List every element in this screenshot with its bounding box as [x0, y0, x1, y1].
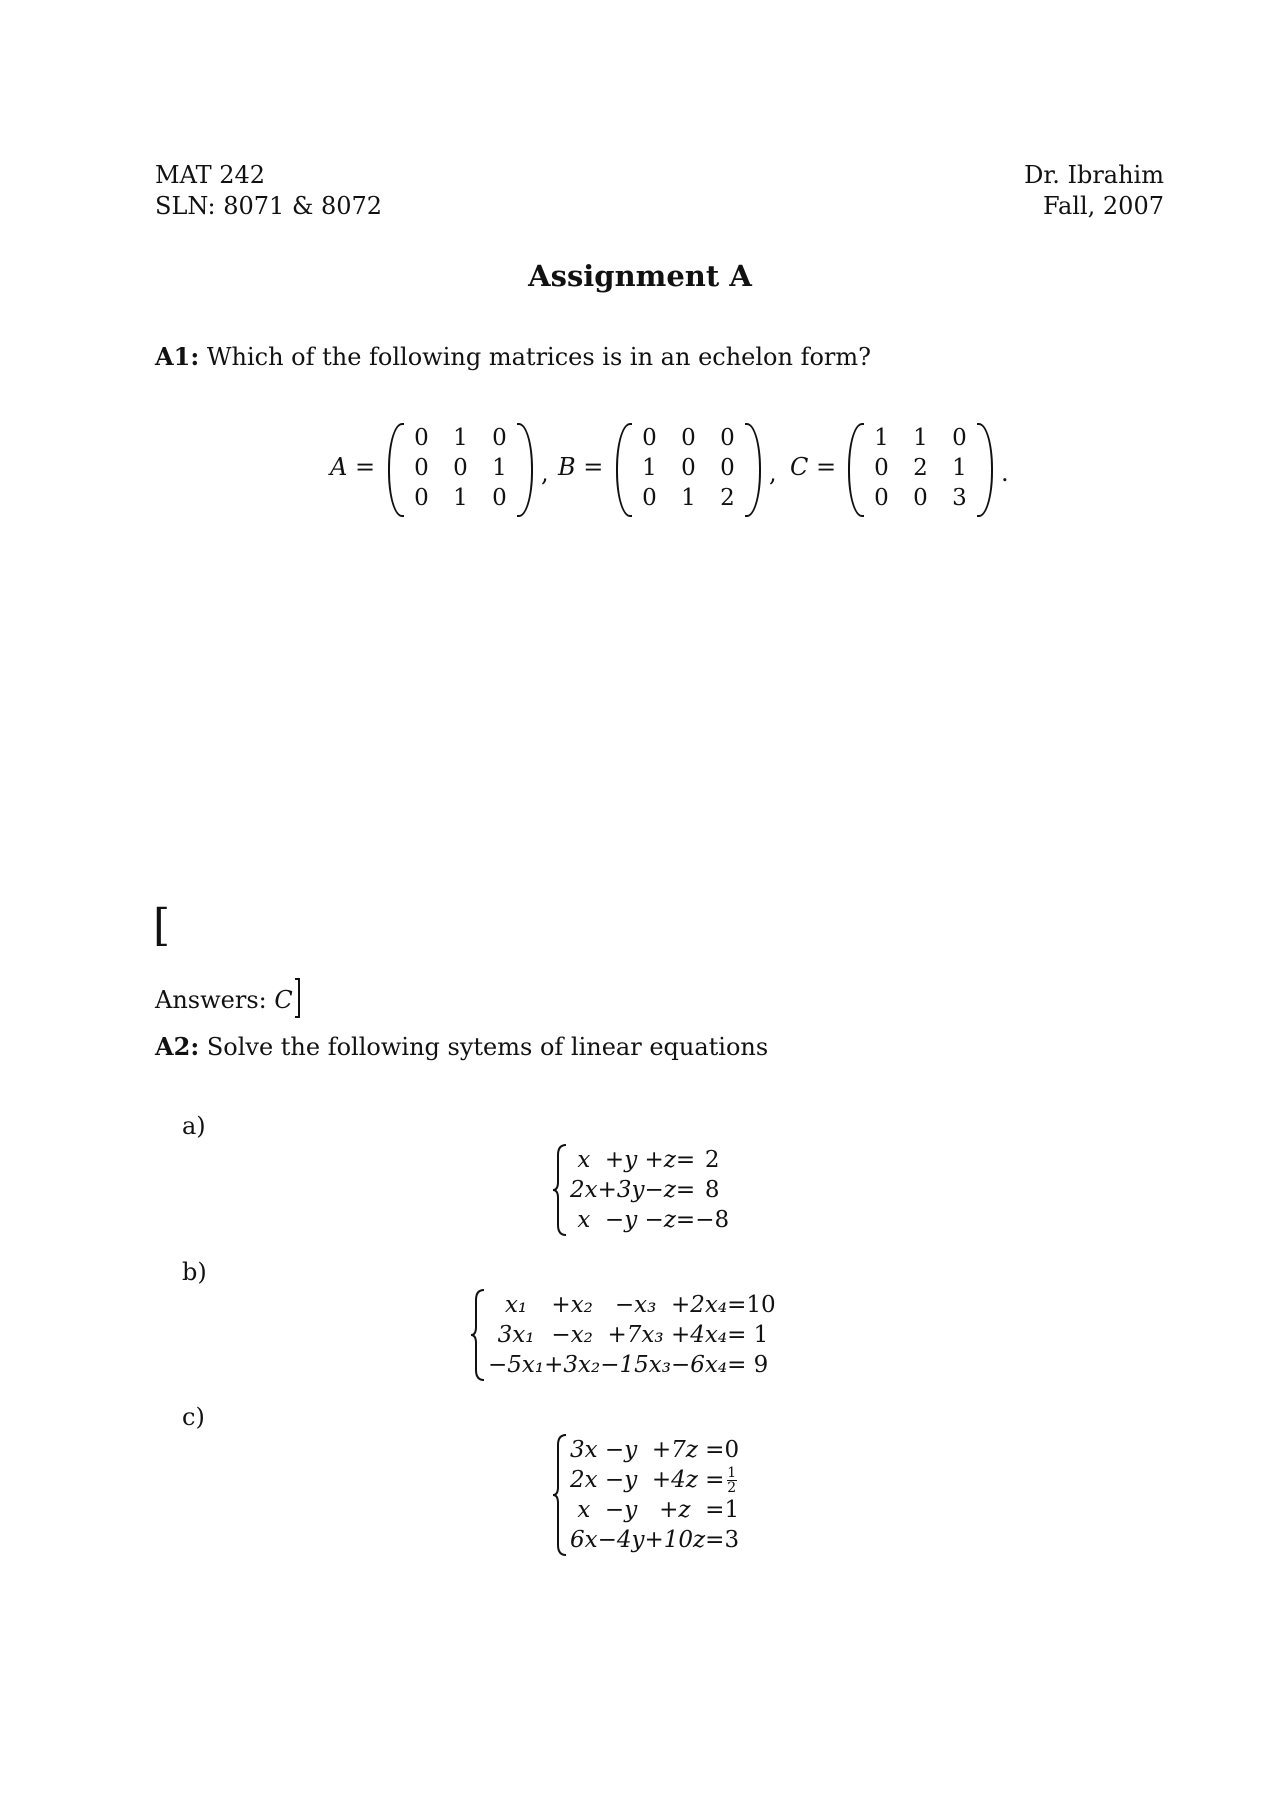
- equals-sign: =: [705, 1467, 725, 1493]
- term: 2x: [570, 1467, 598, 1493]
- question-a1: [155, 342, 871, 371]
- part-label-1: b): [182, 1258, 207, 1286]
- matrix-cell: 0: [913, 485, 928, 511]
- matrix-cell: 1: [492, 455, 507, 481]
- right-paren: [745, 423, 761, 517]
- brace-icon: [552, 1143, 568, 1237]
- matrix-cell: 0: [642, 485, 657, 511]
- matrix-punct: .: [1001, 459, 1009, 487]
- part-label-2: c): [182, 1403, 205, 1431]
- term: +4z: [651, 1467, 698, 1493]
- matrix-punct: ,: [541, 459, 549, 487]
- term: −15x₃: [600, 1352, 671, 1378]
- term: 3x₁: [497, 1322, 535, 1348]
- matrix-cell: 2: [913, 455, 928, 481]
- question-a1-text: Which of the following matrices is in an echelon form?: [206, 343, 872, 371]
- term: +4x₄: [670, 1322, 728, 1348]
- equals-sign: =: [727, 1352, 747, 1378]
- matrix-cell: 1: [642, 455, 657, 481]
- sln-numbers: SLN: 8071 & 8072: [155, 192, 383, 220]
- matrix-cell: 0: [681, 455, 696, 481]
- term: +7z: [651, 1437, 698, 1463]
- answer-close-bracket: [295, 978, 300, 1018]
- matrix-1: [616, 423, 761, 513]
- term: Fall, 2007: [1042, 192, 1164, 220]
- term: −y: [604, 1437, 638, 1463]
- equals-sign: =: [675, 1147, 696, 1173]
- term: +x₂: [551, 1292, 593, 1318]
- rhs-value: 1: [753, 1322, 769, 1348]
- right-paren: [517, 423, 533, 517]
- term: +z: [644, 1147, 676, 1173]
- matrix-cell: 1: [913, 425, 928, 451]
- rhs-value: 2: [704, 1147, 720, 1173]
- term: x: [577, 1207, 591, 1233]
- term: +3y: [597, 1177, 645, 1203]
- matrix-2: [848, 423, 993, 513]
- rhs-value: 3: [724, 1527, 740, 1553]
- term: −x₂: [551, 1322, 593, 1348]
- term: −z: [644, 1177, 676, 1203]
- equals-sign: =: [675, 1177, 696, 1203]
- question-a2-text: Solve the following sytems of linear equations: [206, 1033, 769, 1061]
- term: −y: [604, 1467, 638, 1493]
- term: −6x₄: [670, 1352, 728, 1378]
- term: 3x: [570, 1437, 598, 1463]
- answer-a1: [155, 978, 300, 1018]
- matrix-cell: 1: [952, 455, 967, 481]
- term: −y: [604, 1497, 638, 1523]
- matrix-0: [388, 423, 533, 513]
- matrix-cell: 1: [453, 485, 468, 511]
- rhs-value: 0: [724, 1437, 740, 1463]
- matrix-cell: 0: [492, 485, 507, 511]
- matrix-punct: ,: [769, 459, 777, 487]
- right-paren: [977, 423, 993, 517]
- question-a1-label: A1:: [155, 342, 200, 371]
- answer-open-bracket: [: [153, 900, 171, 951]
- term: 6x: [570, 1527, 598, 1553]
- instructor-name: Dr. Ibrahim: [1024, 161, 1164, 189]
- matrix-cell: 0: [414, 425, 429, 451]
- equals-sign: =: [705, 1497, 725, 1523]
- matrix-name-0: A =: [330, 453, 376, 481]
- matrix-cell: 0: [414, 455, 429, 481]
- matrix-cell: 0: [414, 485, 429, 511]
- matrix-cell: 1: [874, 425, 889, 451]
- term: 2x: [570, 1177, 598, 1203]
- term: x: [577, 1497, 591, 1523]
- answer-value: C: [274, 986, 293, 1014]
- matrix-cell: 0: [642, 425, 657, 451]
- equals-sign: =: [705, 1437, 725, 1463]
- matrix-cell: 1: [681, 485, 696, 511]
- page-title: Assignment A: [528, 259, 752, 293]
- matrix-cell: 0: [720, 455, 735, 481]
- matrix-cell: 0: [681, 425, 696, 451]
- equals-sign: =: [705, 1527, 725, 1553]
- rhs-value: −8: [695, 1207, 730, 1233]
- equals-sign: =: [675, 1207, 696, 1233]
- header-left: [155, 160, 382, 222]
- matrix-cell: 0: [492, 425, 507, 451]
- matrix-cell: 0: [952, 425, 967, 451]
- matrix-name-2: C =: [790, 453, 837, 481]
- term: −x₃: [614, 1292, 657, 1318]
- matrix-cell: 0: [720, 425, 735, 451]
- rhs-value: 1: [724, 1497, 740, 1523]
- rhs-value: 9: [753, 1352, 769, 1378]
- term: x: [577, 1147, 591, 1173]
- fraction: $\frac{1}{2}$: [727, 1464, 737, 1496]
- term: +2x₄: [670, 1292, 728, 1318]
- term: −5x₁: [488, 1352, 545, 1378]
- term: +7x₃: [607, 1322, 664, 1348]
- brace-icon: [470, 1288, 486, 1382]
- question-a2-label: A2:: [155, 1032, 200, 1061]
- matrix-cell: 1: [453, 425, 468, 451]
- rhs-value: [724, 1465, 739, 1495]
- equals-sign: =: [727, 1322, 747, 1348]
- term: −y: [604, 1207, 638, 1233]
- matrix-name-1: B =: [558, 453, 604, 481]
- term: −z: [644, 1207, 676, 1233]
- term: +z: [659, 1497, 691, 1523]
- course-code: MAT 242: [155, 161, 266, 189]
- matrix-cell: 0: [453, 455, 468, 481]
- term: x₁: [504, 1292, 528, 1318]
- term: −4y: [597, 1527, 645, 1553]
- equals-sign: =: [727, 1292, 747, 1318]
- term: +3x₂: [544, 1352, 601, 1378]
- term: +10z: [644, 1527, 706, 1553]
- matrix-cell: 0: [874, 485, 889, 511]
- matrix-cell: 2: [720, 485, 735, 511]
- brace-icon: [552, 1433, 568, 1557]
- header-right: [1024, 160, 1164, 222]
- matrix-cell: 0: [874, 455, 889, 481]
- part-label-0: a): [182, 1112, 206, 1140]
- question-a2: [155, 1032, 768, 1061]
- rhs-value: 10: [746, 1292, 776, 1318]
- answer-label: Answers:: [155, 986, 267, 1014]
- matrix-cell: 3: [952, 485, 967, 511]
- term: +y: [604, 1147, 638, 1173]
- rhs-value: 8: [704, 1177, 720, 1203]
